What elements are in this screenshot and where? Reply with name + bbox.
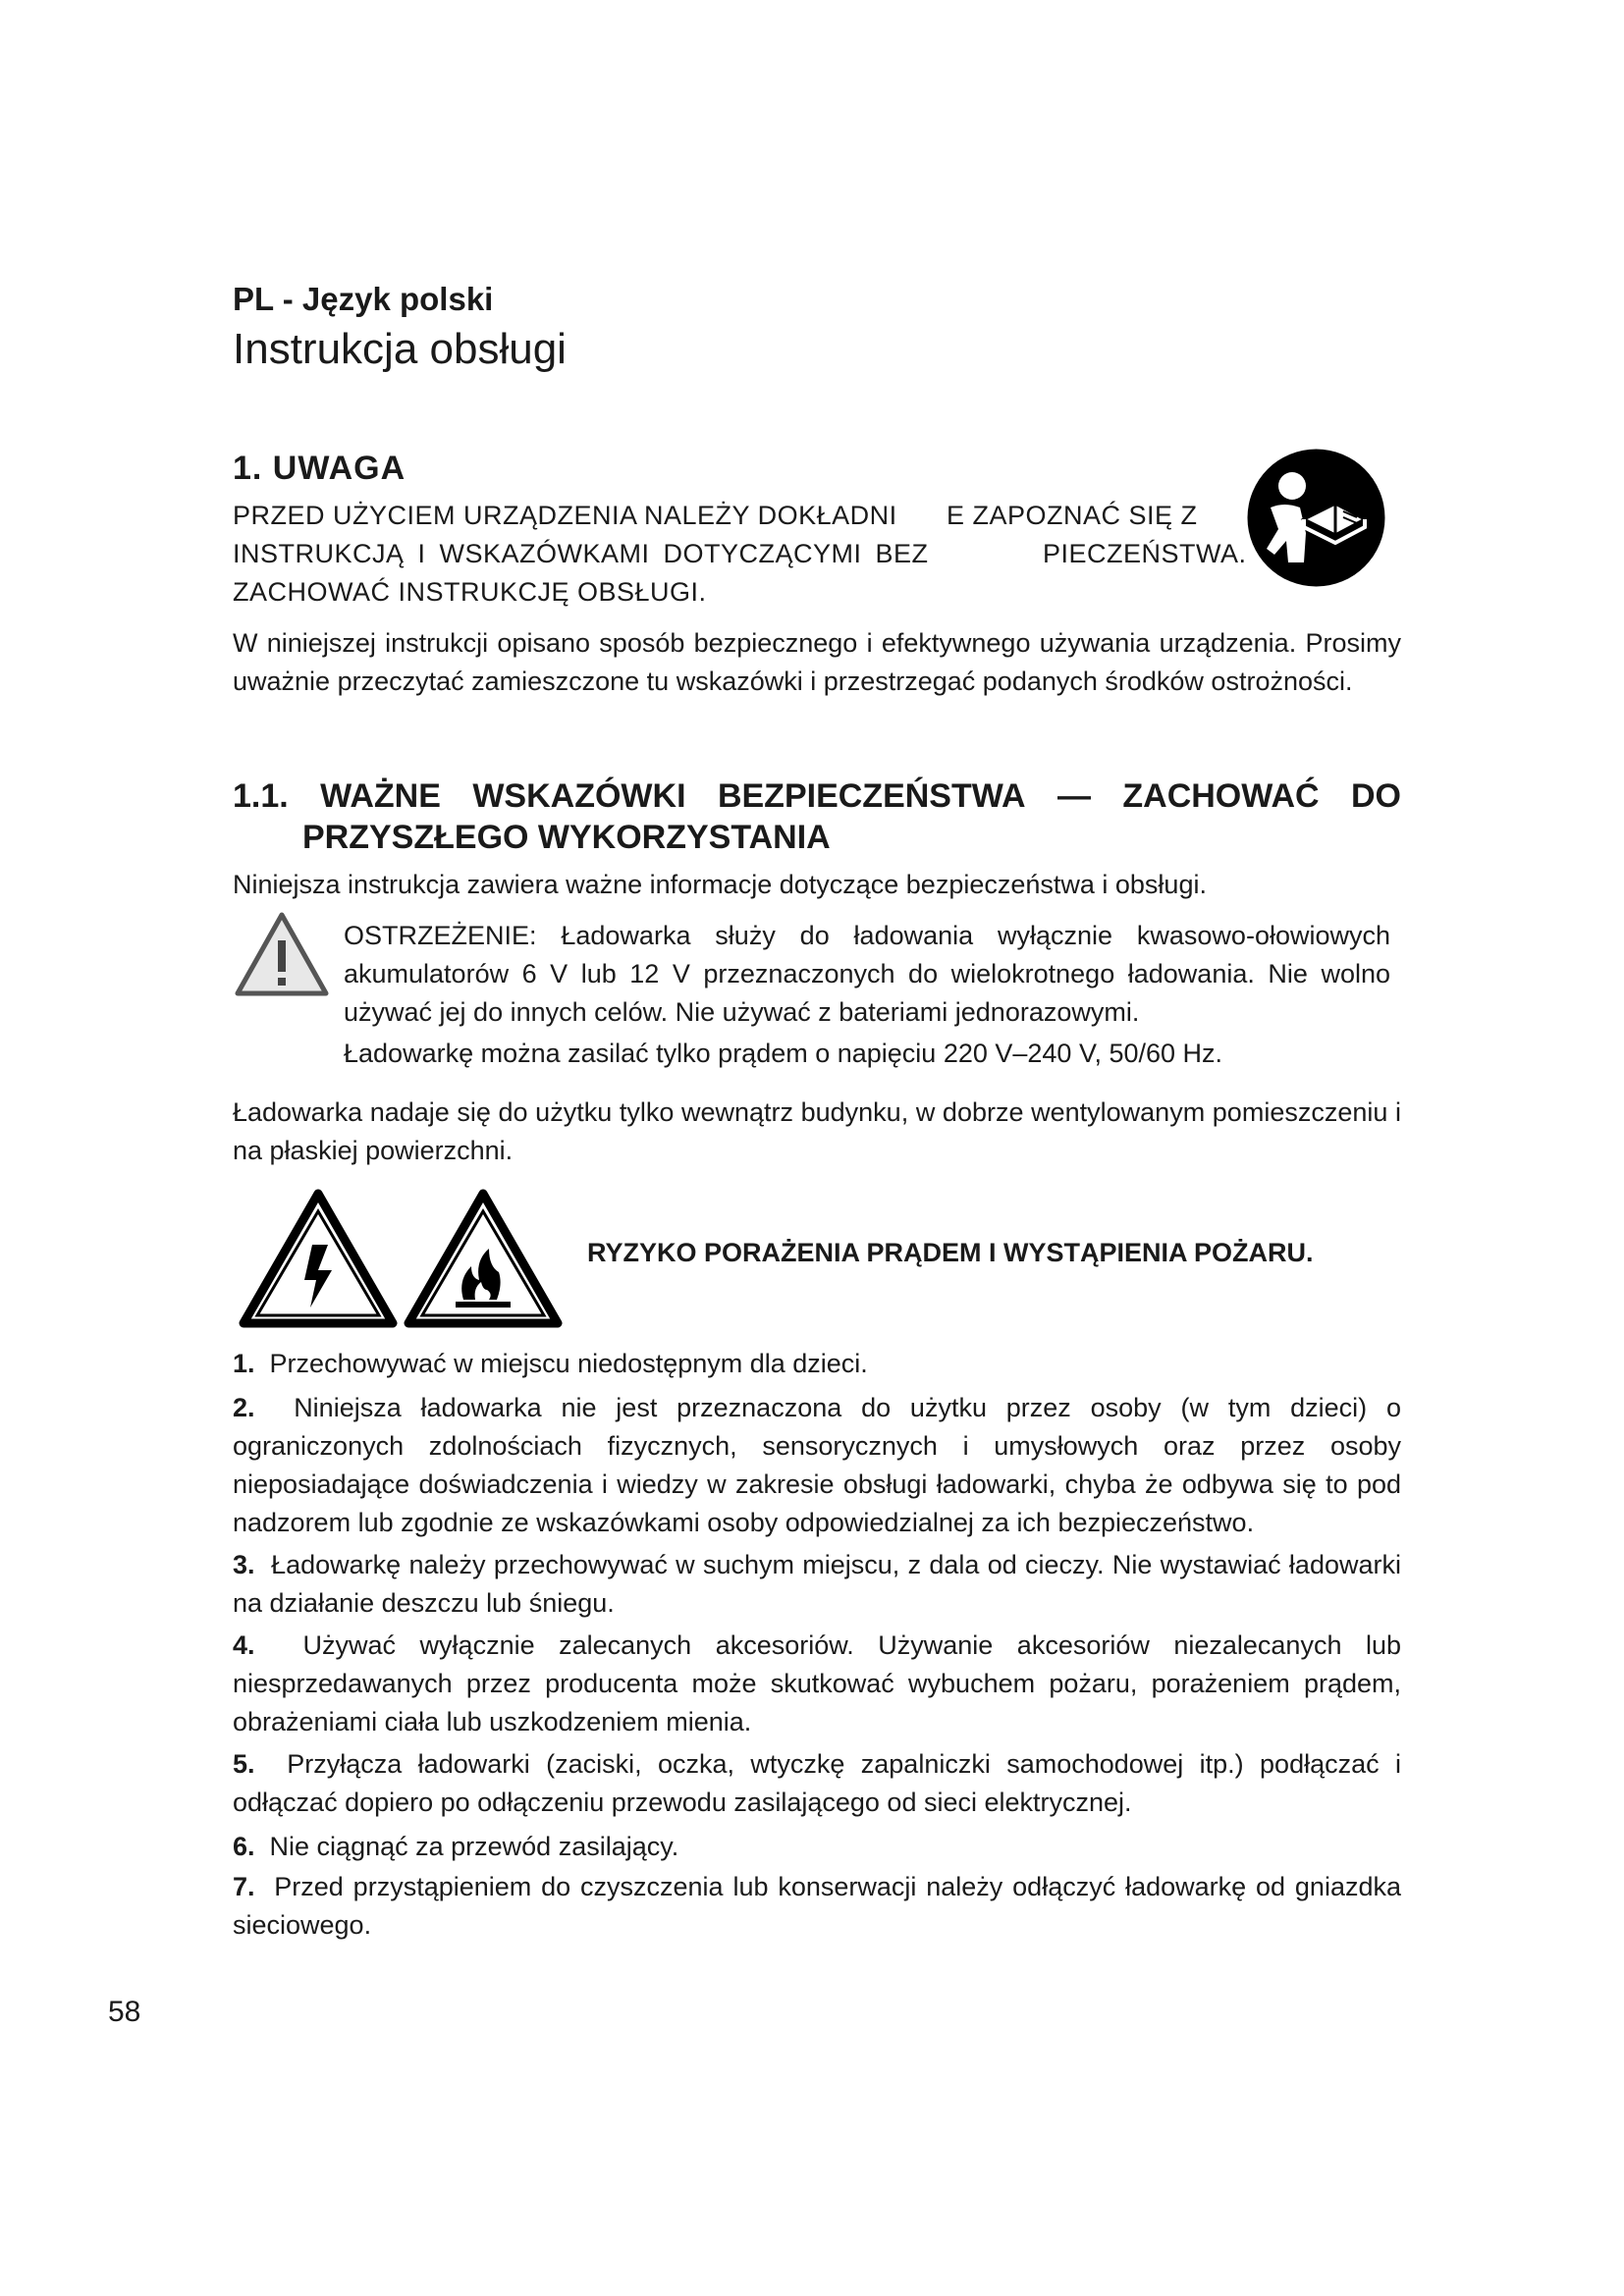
shock-fire-risk-warning: RYZYKO PORAŻENIA PRĄDEM I WYSTĄPIENIA POŻARU. [587, 1238, 1314, 1267]
heading-word: ZACHOWAĆ [1122, 777, 1320, 815]
read-manual-icon [1245, 447, 1387, 589]
caps-line-2-right: PIECZEŃSTWA. [1043, 539, 1247, 568]
list-item-text: Niniejsza ładowarka nie jest przeznaczona do użytku przez osoby (w tym dzieci) o ograniczonych zdolnościach fizycznych, sensorycznych i umysłowych oraz przez osoby nieposiadające doświadczenia i wiedzy w zakresie obsługi ładowarki, chyba że odbywa się to pod nadzorem lub zgodnie ze wskazówkami osoby odpowiedzialnej za ich bezpieczeństwo. [233, 1393, 1401, 1537]
list-item [233, 1745, 1401, 1822]
fire-hazard-icon [408, 1194, 558, 1323]
list-item-text: Przed przystąpieniem do czyszczenia lub konserwacji należy odłączyć ładowarkę od gniazdka sieciowego. [233, 1872, 1401, 1940]
list-item [233, 1828, 1401, 1866]
heading-word: BEZPIECZEŃSTWA [717, 777, 1026, 815]
language-heading: PL - Język polski [233, 281, 494, 317]
heading-word: WSKAZÓWKI [472, 777, 686, 815]
list-item-text: Używać wyłącznie zalecanych akcesoriów. Używanie akcesoriów niezalecanych lub niesprzedawanych przez producenta może skutkować wybuchem pożaru, porażeniem prądem, obrażeniami ciała lub uszkodzeniem mienia. [233, 1630, 1401, 1736]
list-item-number: 6. [233, 1832, 255, 1861]
heading-word: WAŻNE [320, 777, 441, 815]
page-title: Instrukcja obsługi [233, 325, 567, 373]
section-heading-1-1 [233, 775, 1401, 858]
list-item [233, 1627, 1401, 1741]
section11-intro: Niniejsza instrukcja zawiera ważne informacje dotyczące bezpieczeństwa i obsługi. [233, 870, 1207, 899]
list-item-number: 1. [233, 1349, 255, 1378]
heading-line-2: PRZYSZŁEGO WYKORZYSTANIA [302, 819, 831, 856]
list-item-text: Ładowarkę należy przechowywać w suchym miejscu, z dala od cieczy. Nie wystawiać ładowarki na działanie deszczu lub śniegu. [233, 1550, 1401, 1618]
page-number: 58 [108, 1996, 141, 2028]
list-item [233, 1389, 1401, 1542]
list-item-number: 2. [233, 1393, 255, 1422]
list-item [233, 1546, 1401, 1623]
list-item-number: 3. [233, 1550, 255, 1579]
heading-num: 1.1. [233, 777, 289, 815]
heading-word: — [1056, 777, 1091, 815]
caps-line-1-right: E ZAPOZNAĆ SIĘ Z [947, 501, 1198, 530]
warning-text: OSTRZEŻENIE: Ładowarka służy do ładowania wyłącznie kwasowo-ołowiowych akumulatorów 6 V lub 12 V przeznaczonych do wielokrotnego ładowania. Nie wolno używać jej do innych celów. Nie używać z bateriami jednorazowymi. [344, 921, 1390, 1027]
caps-line-3: ZACHOWAĆ INSTRUKCJĘ OBSŁUGI. [233, 577, 707, 607]
hazard-icons [236, 1186, 566, 1329]
section1-intro: W niniejszej instrukcji opisano sposób bezpiecznego i efektywnego używania urządzenia. Prosimy uważnie przeczytać zamieszczone tu wskazówki i przestrzegać podanych środków ostrożności. [233, 628, 1401, 696]
section-heading-uwaga: 1. UWAGA [233, 450, 406, 487]
list-item [233, 1868, 1401, 1945]
heading-word: DO [1351, 777, 1401, 815]
list-item-number: 7. [233, 1872, 255, 1901]
list-item-text: Przechowywać w miejscu niedostępnym dla dzieci. [269, 1349, 868, 1378]
safety-instructions-list [233, 1345, 1401, 1945]
warning-text-last: Ładowarkę można zasilać tylko prądem o napięciu 220 V–240 V, 50/60 Hz. [344, 1039, 1223, 1068]
list-item-text: Przyłącza ładowarki (zaciski, oczka, wtyczkę zapalniczki samochodowej itp.) podłączać i odłączać dopiero po odłączeniu przewodu zasilającego od sieci elektrycznej. [233, 1749, 1401, 1817]
caps-line-1-left: PRZED UŻYCIEM URZĄDZENIA NALEŻY DOKŁADNI [233, 501, 897, 530]
caps-line-2-left: INSTRUKCJĄ I WSKAZÓWKAMI DOTYCZĄCYMI BEZ [233, 539, 929, 568]
list-item-text: Nie ciągnąć za przewód zasilający. [269, 1832, 679, 1861]
electric-shock-icon [236, 1186, 566, 1329]
indoor-use-text: Ładowarka nadaje się do użytku tylko wewnątrz budynku, w dobrze wentylowanym pomieszczeniu i na płaskiej powierzchni. [233, 1097, 1401, 1165]
list-item-number: 4. [233, 1630, 255, 1660]
list-item-number: 5. [233, 1749, 255, 1779]
list-item [233, 1345, 1401, 1383]
warning-icon [234, 911, 330, 997]
